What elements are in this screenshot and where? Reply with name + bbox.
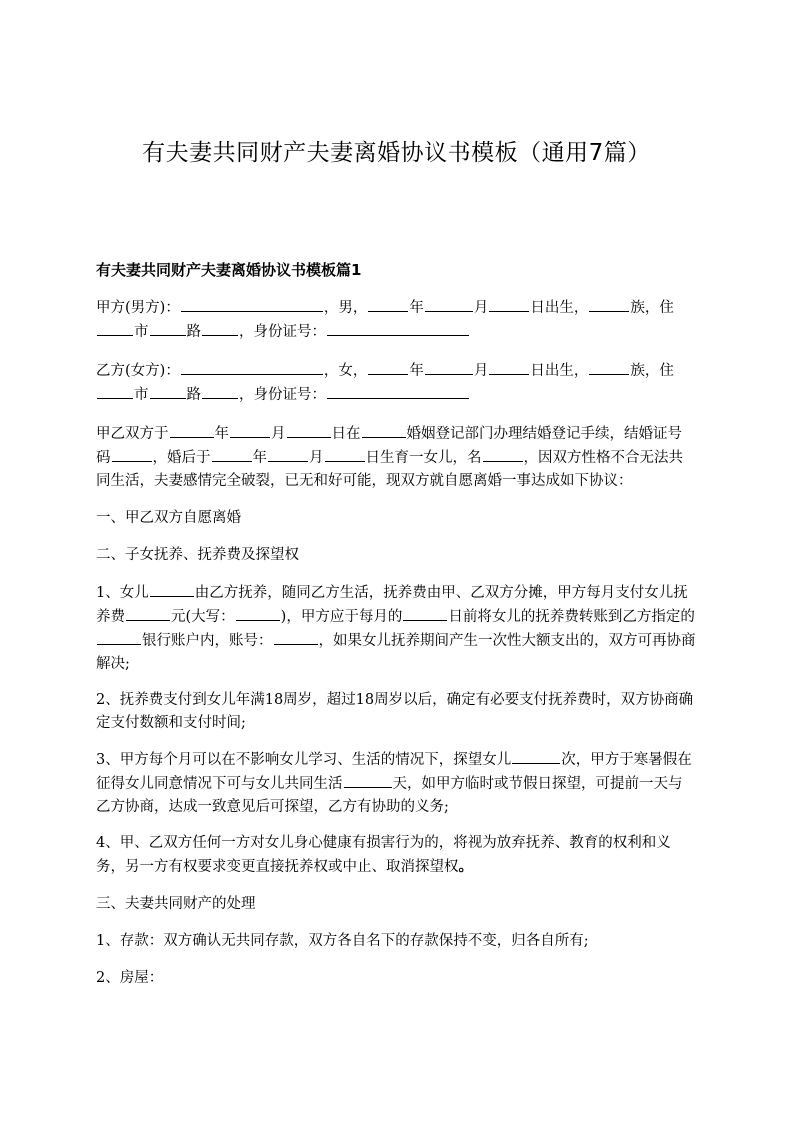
- visit-count-blank: [512, 748, 560, 764]
- party-b-month-text: 月: [473, 363, 489, 379]
- birth-month-blank: [268, 446, 308, 462]
- party-a-id-text: ，身份证号：: [239, 324, 326, 340]
- party-b-year-blank: [368, 359, 408, 375]
- document-title: 有夫妻共同财产夫妻离婚协议书模板（通用7篇）: [142, 140, 651, 166]
- clause-1-text-7: ，如果女儿抚养期间产生一次性大额支出的，双方可再协商解决;: [96, 633, 696, 672]
- intro-text-7: 年: [252, 450, 267, 466]
- intro-text-3: 月: [271, 426, 286, 442]
- intro-text-2: 年: [214, 426, 229, 442]
- certificate-number-blank: [112, 446, 152, 462]
- support-amount-words-blank: [236, 605, 280, 621]
- intro-paragraph: [96, 422, 696, 493]
- party-b-name-blank: [181, 359, 323, 375]
- birth-day-blank: [325, 446, 365, 462]
- document-body: [96, 296, 696, 990]
- party-a-name-blank: [181, 296, 323, 312]
- marriage-year-blank: [170, 422, 214, 438]
- intro-text-4: 日在: [331, 426, 361, 442]
- clause-1-text-2: 由乙方抚养，随同乙方生活，抚养费由甲、乙双方分摊，甲方每月支付女儿抚养费: [96, 585, 688, 625]
- party-b-month-blank: [425, 359, 473, 375]
- party-a-month-blank: [425, 296, 473, 312]
- party-b-label: 乙方(女方)：: [96, 363, 180, 379]
- item-two-heading: 二、子女抚养、抚养费及探望权: [96, 547, 299, 563]
- clause-3-text-2: 次，甲方于寒暑假在征得女儿同意情况下可与女儿共同生活: [96, 752, 692, 792]
- party-b-ethnic-text: 族，: [630, 363, 660, 379]
- party-a-paragraph: [96, 296, 696, 344]
- party-b-address-text: 住: [659, 363, 674, 379]
- party-a-address-text: 住: [659, 300, 674, 316]
- clause-3-text-3: 天，如甲方临时或节假日探望，可提前一天与乙方协商，达成一致意见后可探望，乙方有协助的义务;: [96, 776, 683, 815]
- clause-1-text-4: )，甲方应于每月的: [280, 609, 403, 625]
- party-b-road-prefix-blank: [150, 383, 186, 399]
- party-a-year-text: 年: [409, 300, 424, 316]
- intro-text-8: 月: [309, 450, 324, 466]
- holiday-days-blank: [344, 772, 392, 788]
- party-a-road-text: 路: [186, 324, 201, 340]
- intro-text-9: 日生育一女儿，名: [365, 450, 482, 466]
- clause-4-text-2: 。: [458, 858, 473, 875]
- payment-day-blank: [403, 605, 447, 621]
- party-b-paragraph: [96, 359, 696, 407]
- party-a-ethnic-text: 族，: [630, 300, 660, 316]
- intro-text-5: 婚姻登记部门办理结婚登记手续，结婚证号码: [96, 426, 682, 466]
- clause-1-text-1: 1、女儿: [96, 585, 149, 601]
- marriage-month-blank: [230, 422, 270, 438]
- registry-place-blank: [362, 422, 406, 438]
- birth-year-blank: [212, 446, 252, 462]
- party-a-road-prefix-blank: [150, 320, 186, 336]
- clause-1-paragraph: [96, 581, 696, 676]
- party-b-city-blank: [97, 383, 133, 399]
- intro-text-6: ，婚后于: [152, 450, 211, 466]
- clause-3-paragraph: [96, 748, 696, 819]
- party-a-gender: ，男，: [323, 300, 368, 316]
- party-b-road-blank: [202, 383, 238, 399]
- party-b-day-blank: [489, 359, 529, 375]
- intro-text-10: ，因双方性格不合无法共同生活，夫妻感情完全破裂，已无和好可能，现双方就自愿离婚一事达成如下协议：: [96, 450, 683, 489]
- bank-name-blank: [97, 629, 141, 645]
- party-a-road-blank: [202, 320, 238, 336]
- party-a-month-text: 月: [473, 300, 489, 316]
- party-b-year-text: 年: [409, 363, 424, 379]
- party-a-city-blank: [97, 320, 133, 336]
- intro-text-1: 甲乙双方于: [96, 426, 169, 442]
- item-three-heading: 三、夫妻共同财产的处理: [96, 896, 256, 912]
- party-a-day-blank: [489, 296, 529, 312]
- party-a-birth-text: 日出生，: [530, 300, 589, 316]
- clause-4-paragraph: [96, 832, 696, 879]
- clause-1-text-6: 银行账户内，账号：: [142, 633, 273, 649]
- clause-3-text-1: 3、甲方每个月可以在不影响女儿学习、生活的情况下，探望女儿: [96, 752, 512, 768]
- party-b-gender: ，女，: [323, 363, 368, 379]
- support-amount-blank: [126, 605, 170, 621]
- clause-1-text-5: 日前将女儿的抚养费转账到乙方指定的: [448, 609, 695, 625]
- party-a-city-text: 市: [134, 324, 149, 340]
- clause-2-paragraph: 2、抚养费支付到女儿年满18周岁，超过18周岁以后，确定有必要支付抚养费时，双方协商确定支付数额和支付时间;: [96, 692, 694, 731]
- daughter-name-blank-2: [150, 581, 194, 597]
- party-a-label: 甲方(男方)：: [96, 300, 180, 316]
- party-b-id-text: ，身份证号：: [239, 387, 326, 403]
- property-2-paragraph: 2、房屋：: [96, 970, 164, 986]
- section-heading: 有夫妻共同财产夫妻离婚协议书模板篇1: [96, 261, 362, 279]
- party-a-year-blank: [368, 296, 408, 312]
- party-b-birth-text: 日出生，: [530, 363, 589, 379]
- party-b-id-blank: [327, 383, 469, 399]
- property-1-paragraph: 1、存款：双方确认无共同存款，双方各自名下的存款保持不变，归各自所有;: [96, 933, 589, 949]
- marriage-day-blank: [287, 422, 331, 438]
- item-one-heading: 一、甲乙双方自愿离婚: [96, 510, 241, 526]
- account-number-blank: [274, 629, 318, 645]
- daughter-name-blank: [483, 446, 523, 462]
- clause-4-text-1: 4、甲、乙双方任何一方对女儿身心健康有损害行为的，将视为放弃抚养、教育的权利和义务，另一方有权要求变更直接抚养权或中止、取消探望权: [96, 835, 671, 875]
- party-a-id-blank: [327, 320, 469, 336]
- party-b-city-text: 市: [134, 387, 149, 403]
- party-b-road-text: 路: [186, 387, 201, 403]
- party-b-ethnic-blank: [589, 359, 629, 375]
- party-a-ethnic-blank: [589, 296, 629, 312]
- clause-1-text-3: 元(大写：: [171, 609, 235, 625]
